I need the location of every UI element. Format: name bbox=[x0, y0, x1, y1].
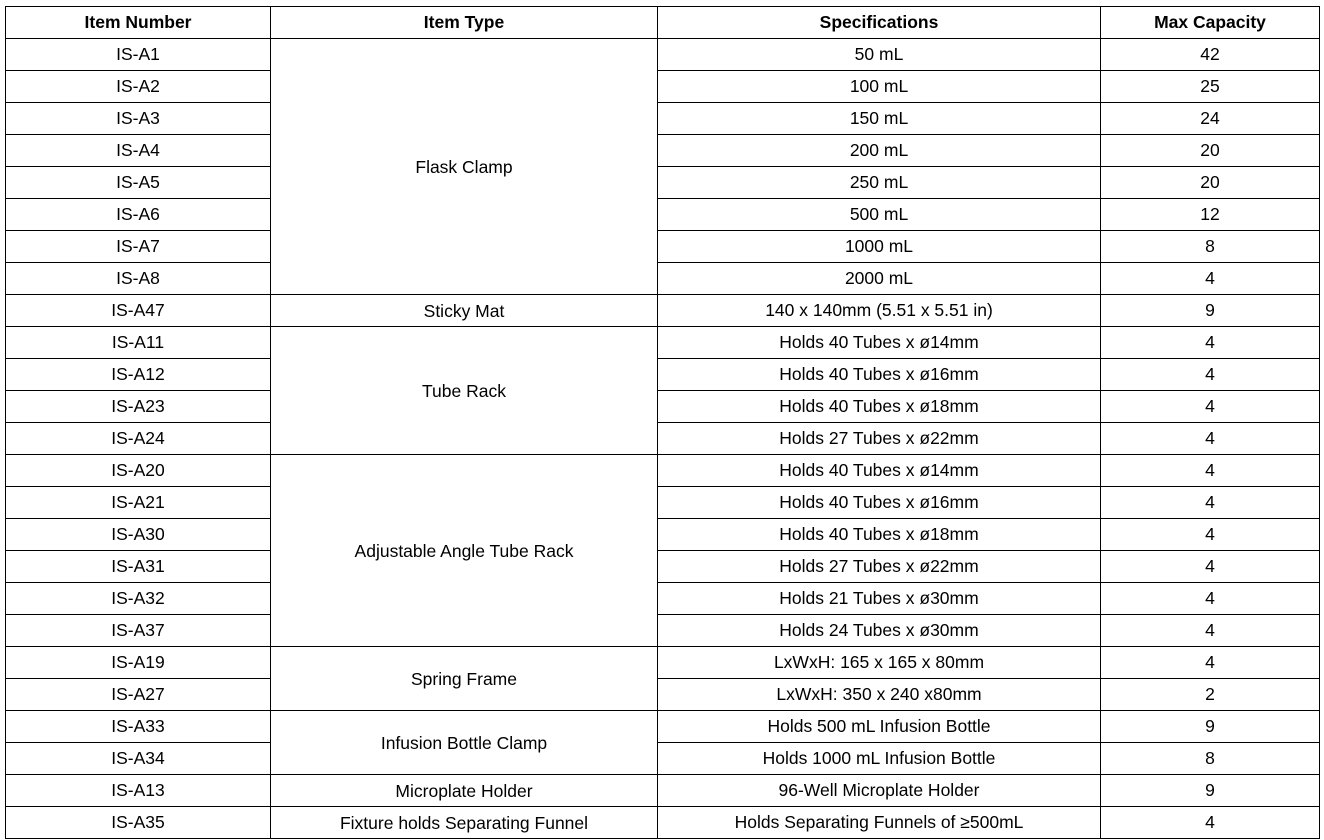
specification-cell: Holds 500 mL Infusion Bottle bbox=[658, 711, 1101, 743]
max-capacity-cell: 20 bbox=[1101, 135, 1320, 167]
item-number-cell: IS-A33 bbox=[6, 711, 271, 743]
specification-cell: 500 mL bbox=[658, 199, 1101, 231]
item-type-cell: Adjustable Angle Tube Rack bbox=[271, 455, 658, 647]
specification-cell: Holds 40 Tubes x ø14mm bbox=[658, 327, 1101, 359]
table-row bbox=[6, 615, 1320, 647]
item-number-cell: IS-A2 bbox=[6, 71, 271, 103]
item-type-cell: Infusion Bottle Clamp bbox=[271, 711, 658, 775]
specification-cell: Holds 24 Tubes x ø30mm bbox=[658, 615, 1101, 647]
table-row bbox=[6, 647, 1320, 679]
table-row bbox=[6, 103, 1320, 135]
item-number-cell: IS-A8 bbox=[6, 263, 271, 295]
specification-cell: LxWxH: 165 x 165 x 80mm bbox=[658, 647, 1101, 679]
specification-cell: LxWxH: 350 x 240 x80mm bbox=[658, 679, 1101, 711]
table-row bbox=[6, 743, 1320, 775]
specification-cell: 100 mL bbox=[658, 71, 1101, 103]
specification-cell: Holds 27 Tubes x ø22mm bbox=[658, 423, 1101, 455]
specification-cell: 96-Well Microplate Holder bbox=[658, 775, 1101, 807]
item-type-cell: Tube Rack bbox=[271, 327, 658, 455]
item-number-cell: IS-A32 bbox=[6, 583, 271, 615]
table-row bbox=[6, 263, 1320, 295]
item-number-cell: IS-A1 bbox=[6, 39, 271, 71]
item-number-cell: IS-A23 bbox=[6, 391, 271, 423]
max-capacity-cell: 9 bbox=[1101, 295, 1320, 327]
item-type-cell: Fixture holds Separating Funnel bbox=[271, 807, 658, 839]
specification-cell: 200 mL bbox=[658, 135, 1101, 167]
header-max-capacity: Max Capacity bbox=[1101, 7, 1320, 39]
item-number-cell: IS-A20 bbox=[6, 455, 271, 487]
item-number-cell: IS-A47 bbox=[6, 295, 271, 327]
table-row bbox=[6, 231, 1320, 263]
item-number-cell: IS-A24 bbox=[6, 423, 271, 455]
specification-cell: Holds Separating Funnels of ≥500mL bbox=[658, 807, 1101, 839]
header-item-number: Item Number bbox=[6, 7, 271, 39]
max-capacity-cell: 4 bbox=[1101, 327, 1320, 359]
item-type-cell: Microplate Holder bbox=[271, 775, 658, 807]
item-number-cell: IS-A31 bbox=[6, 551, 271, 583]
specification-cell: Holds 1000 mL Infusion Bottle bbox=[658, 743, 1101, 775]
table-header bbox=[6, 7, 1320, 39]
max-capacity-cell: 4 bbox=[1101, 391, 1320, 423]
table-row bbox=[6, 327, 1320, 359]
item-number-cell: IS-A11 bbox=[6, 327, 271, 359]
item-number-cell: IS-A6 bbox=[6, 199, 271, 231]
item-number-cell: IS-A19 bbox=[6, 647, 271, 679]
specification-cell: Holds 40 Tubes x ø18mm bbox=[658, 391, 1101, 423]
max-capacity-cell: 24 bbox=[1101, 103, 1320, 135]
header-row bbox=[6, 7, 1320, 39]
item-number-cell: IS-A37 bbox=[6, 615, 271, 647]
table-row bbox=[6, 391, 1320, 423]
item-number-cell: IS-A13 bbox=[6, 775, 271, 807]
table-row bbox=[6, 807, 1320, 839]
specification-cell: 140 x 140mm (5.51 x 5.51 in) bbox=[658, 295, 1101, 327]
item-number-cell: IS-A3 bbox=[6, 103, 271, 135]
spec-table bbox=[5, 6, 1320, 839]
max-capacity-cell: 4 bbox=[1101, 615, 1320, 647]
specification-cell: Holds 40 Tubes x ø16mm bbox=[658, 487, 1101, 519]
table-row bbox=[6, 487, 1320, 519]
max-capacity-cell: 4 bbox=[1101, 359, 1320, 391]
max-capacity-cell: 8 bbox=[1101, 743, 1320, 775]
max-capacity-cell: 4 bbox=[1101, 423, 1320, 455]
item-type-cell: Spring Frame bbox=[271, 647, 658, 711]
table-row bbox=[6, 679, 1320, 711]
max-capacity-cell: 25 bbox=[1101, 71, 1320, 103]
max-capacity-cell: 4 bbox=[1101, 807, 1320, 839]
item-number-cell: IS-A12 bbox=[6, 359, 271, 391]
specification-cell: Holds 21 Tubes x ø30mm bbox=[658, 583, 1101, 615]
max-capacity-cell: 4 bbox=[1101, 583, 1320, 615]
table-body bbox=[6, 39, 1320, 839]
max-capacity-cell: 12 bbox=[1101, 199, 1320, 231]
item-number-cell: IS-A4 bbox=[6, 135, 271, 167]
max-capacity-cell: 4 bbox=[1101, 647, 1320, 679]
item-number-cell: IS-A5 bbox=[6, 167, 271, 199]
item-type-cell: Sticky Mat bbox=[271, 295, 658, 327]
table-row bbox=[6, 711, 1320, 743]
max-capacity-cell: 4 bbox=[1101, 455, 1320, 487]
table-row bbox=[6, 199, 1320, 231]
item-number-cell: IS-A21 bbox=[6, 487, 271, 519]
table-row bbox=[6, 39, 1320, 71]
specification-cell: 50 mL bbox=[658, 39, 1101, 71]
specification-cell: Holds 40 Tubes x ø14mm bbox=[658, 455, 1101, 487]
item-number-cell: IS-A7 bbox=[6, 231, 271, 263]
max-capacity-cell: 4 bbox=[1101, 551, 1320, 583]
table-row bbox=[6, 295, 1320, 327]
table-row bbox=[6, 583, 1320, 615]
table-row bbox=[6, 71, 1320, 103]
table-row bbox=[6, 519, 1320, 551]
item-number-cell: IS-A35 bbox=[6, 807, 271, 839]
specification-cell: Holds 40 Tubes x ø18mm bbox=[658, 519, 1101, 551]
max-capacity-cell: 20 bbox=[1101, 167, 1320, 199]
table-row bbox=[6, 359, 1320, 391]
max-capacity-cell: 9 bbox=[1101, 711, 1320, 743]
item-type-cell: Flask Clamp bbox=[271, 39, 658, 295]
table-row bbox=[6, 423, 1320, 455]
table-row bbox=[6, 167, 1320, 199]
max-capacity-cell: 9 bbox=[1101, 775, 1320, 807]
item-number-cell: IS-A30 bbox=[6, 519, 271, 551]
max-capacity-cell: 4 bbox=[1101, 519, 1320, 551]
specification-cell: 1000 mL bbox=[658, 231, 1101, 263]
max-capacity-cell: 42 bbox=[1101, 39, 1320, 71]
specification-cell: 150 mL bbox=[658, 103, 1101, 135]
specification-cell: Holds 40 Tubes x ø16mm bbox=[658, 359, 1101, 391]
table-row bbox=[6, 551, 1320, 583]
max-capacity-cell: 8 bbox=[1101, 231, 1320, 263]
item-number-cell: IS-A27 bbox=[6, 679, 271, 711]
specification-cell: Holds 27 Tubes x ø22mm bbox=[658, 551, 1101, 583]
item-number-cell: IS-A34 bbox=[6, 743, 271, 775]
max-capacity-cell: 4 bbox=[1101, 487, 1320, 519]
table-row bbox=[6, 135, 1320, 167]
table-row bbox=[6, 775, 1320, 807]
header-specifications: Specifications bbox=[658, 7, 1101, 39]
header-item-type: Item Type bbox=[271, 7, 658, 39]
specification-cell: 250 mL bbox=[658, 167, 1101, 199]
specification-cell: 2000 mL bbox=[658, 263, 1101, 295]
max-capacity-cell: 4 bbox=[1101, 263, 1320, 295]
max-capacity-cell: 2 bbox=[1101, 679, 1320, 711]
table-row bbox=[6, 455, 1320, 487]
